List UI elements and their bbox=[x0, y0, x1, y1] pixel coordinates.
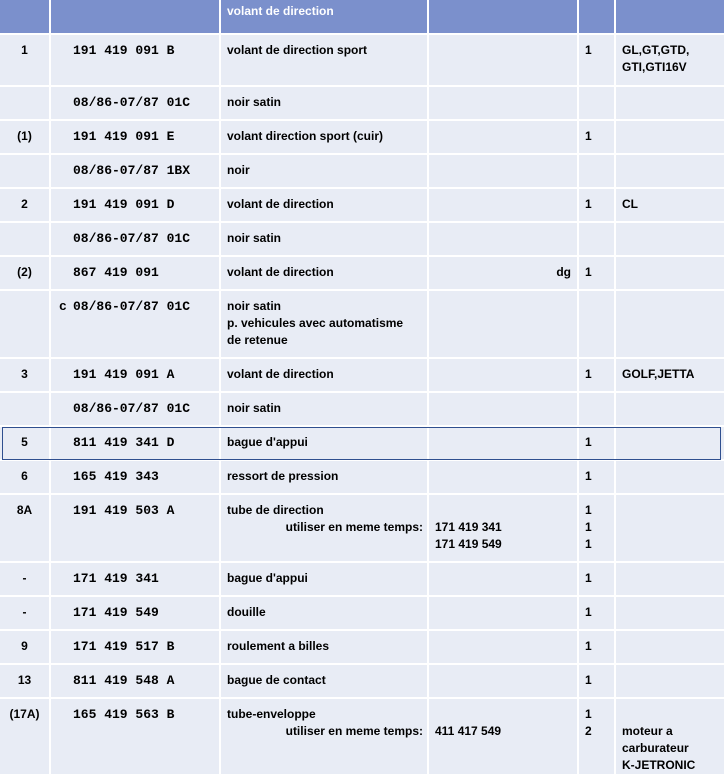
cell-pos bbox=[0, 120, 50, 154]
cell-pos bbox=[0, 426, 50, 460]
qty-line bbox=[585, 400, 614, 417]
cell-partno bbox=[50, 392, 220, 426]
description-line: roulement a billes bbox=[227, 639, 330, 653]
table-row[interactable] bbox=[0, 34, 724, 86]
cell-description bbox=[220, 392, 428, 426]
qty-line bbox=[585, 298, 614, 315]
cell-reference bbox=[428, 86, 578, 120]
cell-partno bbox=[50, 290, 220, 358]
cell-partno bbox=[50, 34, 220, 86]
table-row[interactable] bbox=[0, 664, 724, 698]
qty-line: 1 bbox=[585, 707, 592, 721]
cell-reference bbox=[428, 188, 578, 222]
header-qty bbox=[578, 0, 615, 34]
cell-description bbox=[220, 222, 428, 256]
cell-remark bbox=[615, 256, 724, 290]
cell-partno bbox=[50, 358, 220, 392]
pos-text: (2) bbox=[17, 265, 32, 279]
cell-pos bbox=[0, 630, 50, 664]
cell-partno bbox=[50, 596, 220, 630]
cell-qty bbox=[578, 358, 615, 392]
table-row[interactable] bbox=[0, 596, 724, 630]
remark-line bbox=[622, 638, 724, 655]
table-row[interactable] bbox=[0, 256, 724, 290]
table-row[interactable] bbox=[0, 426, 724, 460]
cell-description bbox=[220, 596, 428, 630]
dg-mark: dg bbox=[556, 265, 571, 279]
cell-reference bbox=[428, 154, 578, 188]
qty-line: 1 bbox=[585, 265, 592, 279]
cell-reference bbox=[428, 562, 578, 596]
table-row[interactable] bbox=[0, 188, 724, 222]
qty-line: 1 bbox=[585, 639, 592, 653]
table-row[interactable] bbox=[0, 698, 724, 775]
qty-line: 1 bbox=[585, 673, 592, 687]
cell-remark bbox=[615, 698, 724, 775]
partno-text: 811 419 548 A bbox=[73, 673, 175, 688]
remark-line bbox=[622, 162, 724, 179]
cell-reference bbox=[428, 630, 578, 664]
cell-remark bbox=[615, 154, 724, 188]
partno-text: 08/86-07/87 01C bbox=[73, 231, 191, 246]
partno-text: 171 419 549 bbox=[73, 605, 159, 620]
remark-line bbox=[622, 400, 724, 417]
qty-line: 1 bbox=[585, 367, 592, 381]
cell-reference bbox=[428, 222, 578, 256]
cell-qty bbox=[578, 34, 615, 86]
table-row[interactable] bbox=[0, 630, 724, 664]
pos-text: 2 bbox=[21, 197, 28, 211]
remark-line: GOLF,JETTA bbox=[622, 367, 695, 381]
pos-text: 13 bbox=[17, 673, 32, 687]
pos-text: 6 bbox=[21, 469, 28, 483]
remark-line bbox=[622, 128, 724, 145]
cell-description bbox=[220, 426, 428, 460]
cell-description bbox=[220, 664, 428, 698]
description-line: volant direction sport (cuir) bbox=[227, 129, 384, 143]
table-row[interactable] bbox=[0, 392, 724, 426]
header-designation: volant de direction bbox=[220, 0, 428, 34]
qty-line: 1 bbox=[585, 129, 592, 143]
cell-partno bbox=[50, 86, 220, 120]
qty-line bbox=[585, 230, 614, 247]
description-line: noir bbox=[227, 163, 250, 177]
description-line: volant de direction bbox=[227, 197, 334, 211]
reference-line: 171 419 341 bbox=[435, 520, 502, 534]
cell-partno bbox=[50, 256, 220, 290]
partno-text: 811 419 341 D bbox=[73, 435, 175, 450]
cell-description bbox=[220, 154, 428, 188]
cell-partno bbox=[50, 426, 220, 460]
cell-partno bbox=[50, 188, 220, 222]
partno-text: 165 419 563 B bbox=[73, 707, 175, 722]
remark-line bbox=[622, 434, 724, 451]
partno-text: 191 419 091 A bbox=[73, 367, 175, 382]
cell-pos bbox=[0, 358, 50, 392]
description-line: utiliser en meme temps: bbox=[285, 520, 423, 534]
cell-description bbox=[220, 256, 428, 290]
cell-qty bbox=[578, 392, 615, 426]
remark-line bbox=[622, 502, 724, 519]
cell-qty bbox=[578, 596, 615, 630]
pos-text: 9 bbox=[21, 639, 28, 653]
cell-pos bbox=[0, 562, 50, 596]
cell-pos bbox=[0, 494, 50, 562]
cell-qty bbox=[578, 188, 615, 222]
partno-text: 08/86-07/87 01C bbox=[73, 95, 191, 110]
description-line: tube-enveloppe bbox=[227, 707, 316, 721]
cell-description bbox=[220, 358, 428, 392]
pos-text: - bbox=[22, 571, 27, 585]
table-row[interactable] bbox=[0, 154, 724, 188]
remark-line: carburateur bbox=[622, 741, 689, 755]
cell-qty bbox=[578, 154, 615, 188]
cell-description bbox=[220, 188, 428, 222]
qty-line: 1 bbox=[585, 571, 592, 585]
cell-qty bbox=[578, 664, 615, 698]
remark-line bbox=[622, 672, 724, 689]
cell-reference bbox=[428, 256, 578, 290]
description-line: noir satin bbox=[227, 299, 282, 313]
cell-remark bbox=[615, 222, 724, 256]
cell-remark bbox=[615, 596, 724, 630]
cell-partno bbox=[50, 120, 220, 154]
table-header bbox=[0, 0, 724, 34]
cell-pos bbox=[0, 188, 50, 222]
remark-line: GL,GT,GTD, bbox=[622, 43, 690, 57]
cell-qty bbox=[578, 290, 615, 358]
cell-reference bbox=[428, 698, 578, 775]
cell-qty bbox=[578, 426, 615, 460]
reference-line bbox=[435, 706, 577, 723]
partno-text: 171 419 341 bbox=[73, 571, 159, 586]
table-row[interactable] bbox=[0, 494, 724, 562]
partno-text: 165 419 343 bbox=[73, 469, 159, 484]
cell-description bbox=[220, 120, 428, 154]
header-pos bbox=[0, 0, 50, 34]
cell-description bbox=[220, 86, 428, 120]
cell-qty bbox=[578, 120, 615, 154]
remark-line bbox=[622, 468, 724, 485]
cell-description bbox=[220, 290, 428, 358]
reference-line: 171 419 549 bbox=[435, 537, 502, 551]
cell-partno bbox=[50, 154, 220, 188]
cell-pos bbox=[0, 460, 50, 494]
cell-reference bbox=[428, 494, 578, 562]
cell-remark bbox=[615, 664, 724, 698]
cell-remark bbox=[615, 562, 724, 596]
cell-partno bbox=[50, 494, 220, 562]
cell-remark bbox=[615, 34, 724, 86]
description-line: de retenue bbox=[227, 333, 288, 347]
qty-line: 1 bbox=[585, 43, 592, 57]
cell-partno bbox=[50, 460, 220, 494]
pos-text: (17A) bbox=[9, 707, 40, 721]
cell-reference bbox=[428, 34, 578, 86]
remark-line bbox=[622, 94, 724, 111]
cell-qty bbox=[578, 698, 615, 775]
remark-line bbox=[622, 706, 724, 723]
cell-qty bbox=[578, 460, 615, 494]
remark-line bbox=[622, 570, 724, 587]
remark-line: moteur a bbox=[622, 724, 673, 738]
cell-qty bbox=[578, 256, 615, 290]
cell-reference bbox=[428, 426, 578, 460]
table-row[interactable] bbox=[0, 460, 724, 494]
header-remark bbox=[615, 0, 724, 34]
cell-remark bbox=[615, 630, 724, 664]
cell-qty bbox=[578, 86, 615, 120]
table-row[interactable] bbox=[0, 86, 724, 120]
cell-pos bbox=[0, 290, 50, 358]
description-line: noir satin bbox=[227, 401, 282, 415]
qty-line bbox=[585, 94, 614, 111]
description-line: p. vehicules avec automatisme bbox=[227, 316, 404, 330]
cell-pos bbox=[0, 392, 50, 426]
cell-remark bbox=[615, 120, 724, 154]
cell-qty bbox=[578, 630, 615, 664]
partno-text: 08/86-07/87 01C bbox=[73, 401, 191, 416]
cell-description bbox=[220, 630, 428, 664]
description-line: bague de contact bbox=[227, 673, 326, 687]
cell-partno bbox=[50, 630, 220, 664]
table-row[interactable] bbox=[0, 358, 724, 392]
cell-partno bbox=[50, 664, 220, 698]
description-line bbox=[227, 536, 427, 553]
cell-reference bbox=[428, 596, 578, 630]
pos-text: (1) bbox=[17, 129, 32, 143]
cell-qty bbox=[578, 222, 615, 256]
qty-line: 1 bbox=[585, 503, 592, 517]
pos-text: 5 bbox=[21, 435, 28, 449]
header-ref bbox=[428, 0, 578, 34]
cell-description bbox=[220, 698, 428, 775]
qty-line: 1 bbox=[585, 537, 592, 551]
table-row[interactable] bbox=[0, 120, 724, 154]
remark-line bbox=[622, 264, 724, 281]
cell-reference bbox=[428, 460, 578, 494]
qty-line: 1 bbox=[585, 197, 592, 211]
qty-line: 1 bbox=[585, 469, 592, 483]
remark-line bbox=[622, 604, 724, 621]
pos-text: - bbox=[22, 605, 27, 619]
pos-text: 1 bbox=[21, 43, 28, 57]
qty-line: 1 bbox=[585, 605, 592, 619]
partno-text: 191 419 091 E bbox=[73, 129, 175, 144]
header-partno bbox=[50, 0, 220, 34]
cell-pos bbox=[0, 154, 50, 188]
cell-reference bbox=[428, 120, 578, 154]
qty-line: 2 bbox=[585, 724, 592, 738]
description-line: bague d'appui bbox=[227, 571, 308, 585]
qty-line: 1 bbox=[585, 435, 592, 449]
cell-partno bbox=[50, 698, 220, 775]
cell-pos bbox=[0, 86, 50, 120]
cell-pos bbox=[0, 34, 50, 86]
partno-text: 191 419 091 B bbox=[73, 43, 175, 58]
remark-line bbox=[622, 298, 724, 315]
reference-line bbox=[435, 502, 577, 519]
prefix-mark: c bbox=[59, 299, 67, 314]
pos-text: 3 bbox=[21, 367, 28, 381]
cell-pos bbox=[0, 222, 50, 256]
partno-text: 191 419 091 D bbox=[73, 197, 175, 212]
cell-remark bbox=[615, 426, 724, 460]
description-line: ressort de pression bbox=[227, 469, 339, 483]
partno-text: 08/86-07/87 1BX bbox=[73, 163, 191, 178]
cell-remark bbox=[615, 86, 724, 120]
cell-remark bbox=[615, 460, 724, 494]
description-line: bague d'appui bbox=[227, 435, 308, 449]
description-line: utiliser en meme temps: bbox=[285, 724, 423, 738]
partno-text: 08/86-07/87 01C bbox=[73, 299, 191, 314]
pos-text: 8A bbox=[16, 503, 33, 517]
description-line: tube de direction bbox=[227, 503, 324, 517]
reference-line: 411 417 549 bbox=[435, 724, 502, 738]
description-line: noir satin bbox=[227, 95, 282, 109]
remark-line: GTI,GTI16V bbox=[622, 60, 687, 74]
cell-pos bbox=[0, 596, 50, 630]
description-line: volant de direction bbox=[227, 367, 334, 381]
cell-remark bbox=[615, 494, 724, 562]
description-line: volant de direction sport bbox=[227, 43, 368, 57]
cell-pos bbox=[0, 664, 50, 698]
cell-remark bbox=[615, 358, 724, 392]
cell-remark bbox=[615, 392, 724, 426]
qty-line: 1 bbox=[585, 520, 592, 534]
partno-text: 191 419 503 A bbox=[73, 503, 175, 518]
cell-pos bbox=[0, 256, 50, 290]
cell-reference bbox=[428, 664, 578, 698]
cell-reference bbox=[428, 392, 578, 426]
cell-description bbox=[220, 34, 428, 86]
remark-line: K-JETRONIC bbox=[622, 758, 696, 772]
cell-description bbox=[220, 460, 428, 494]
partno-text: 867 419 091 bbox=[73, 265, 159, 280]
cell-reference bbox=[428, 290, 578, 358]
table-row[interactable] bbox=[0, 562, 724, 596]
cell-qty bbox=[578, 494, 615, 562]
cell-partno bbox=[50, 222, 220, 256]
qty-line bbox=[585, 162, 614, 179]
description-line: noir satin bbox=[227, 231, 282, 245]
cell-description bbox=[220, 494, 428, 562]
cell-qty bbox=[578, 562, 615, 596]
table-row[interactable] bbox=[0, 222, 724, 256]
cell-description bbox=[220, 562, 428, 596]
cell-reference bbox=[428, 358, 578, 392]
description-line: volant de direction bbox=[227, 265, 334, 279]
cell-remark bbox=[615, 188, 724, 222]
remark-line: CL bbox=[622, 197, 638, 211]
cell-pos bbox=[0, 698, 50, 775]
description-line: douille bbox=[227, 605, 266, 619]
partno-text: 171 419 517 B bbox=[73, 639, 175, 654]
cell-partno bbox=[50, 562, 220, 596]
cell-remark bbox=[615, 290, 724, 358]
table-row[interactable] bbox=[0, 290, 724, 358]
remark-line bbox=[622, 230, 724, 247]
